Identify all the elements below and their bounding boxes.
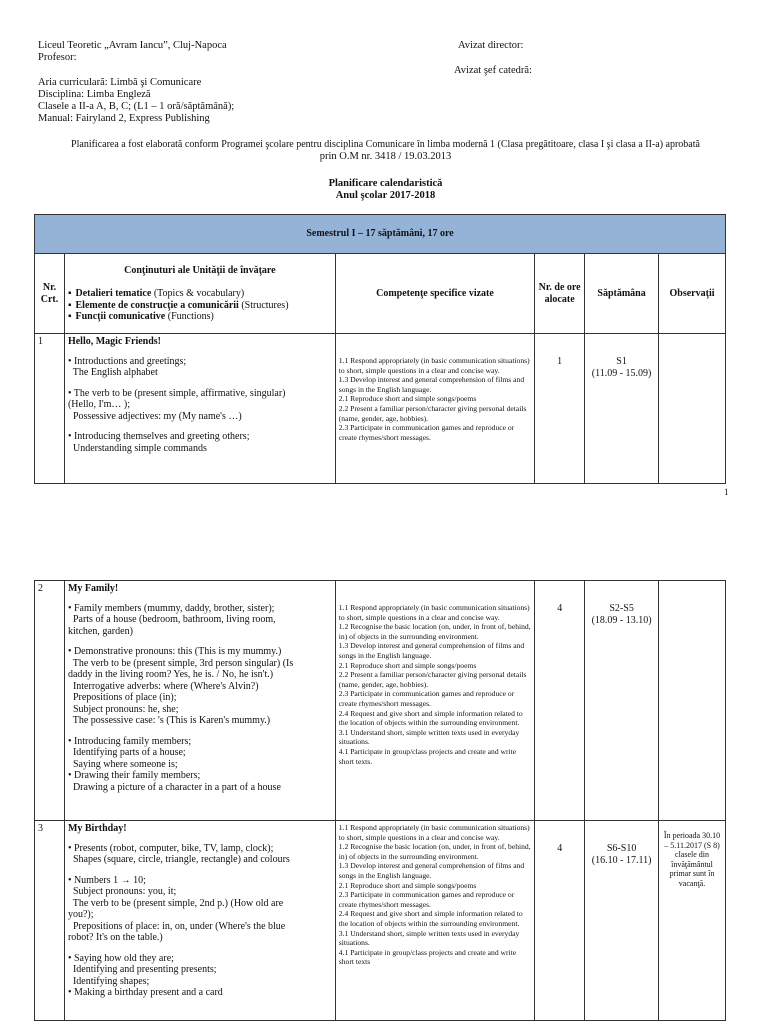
manual: Manual: Fairyland 2, Express Publishing	[38, 113, 210, 124]
row-competences	[335, 334, 534, 484]
competence-item: 1.1 Respond appropriately (in basic communication situations) to short, simple questions in a clear and concise way.	[338, 356, 530, 375]
unit-title: Hello, Magic Friends!	[67, 336, 162, 347]
col-competences-header: Competenţe specifice vizate	[335, 254, 534, 334]
row-observations	[659, 334, 726, 484]
competence-item: 3.1 Understand short, simple written texts used in everyday situations.	[338, 928, 520, 948]
table-row	[35, 581, 726, 821]
head-of-department-approval: Avizat şef catedră:	[454, 65, 532, 76]
competence-item: 1.3 Develop interest and general comprehension of films and songs in the English language.	[338, 375, 525, 394]
content-line: • Presents (robot, computer, bike, TV, lamp, clock);	[67, 842, 274, 854]
competence-item: 2.1 Reproduce short and simple songs/poems	[338, 394, 477, 404]
row-nr: 3	[35, 821, 65, 1021]
row-week	[585, 334, 659, 484]
functions-item: ▪ Funcţii comunicative (Functions)	[78, 311, 332, 323]
content-line: Parts of a house (bedroom, bathroom, living room,	[67, 614, 276, 625]
content-block	[68, 388, 332, 423]
row-week	[585, 581, 659, 821]
content-line: • Introductions and greetings;	[67, 355, 187, 367]
table-row	[35, 821, 726, 1021]
content-line: Interrogative adverbs: where (Where's Alvin?)	[67, 680, 259, 692]
unit-content-blocks	[68, 843, 332, 999]
page-number: 1	[724, 487, 729, 497]
content-line: • The verb to be (present simple, affirmative, singular)	[67, 387, 286, 399]
row-competences	[335, 581, 535, 821]
col-contents-header	[64, 254, 335, 334]
content-line: The verb to be (present simple, 2nd p.) (How old are	[67, 897, 284, 909]
content-block	[68, 843, 332, 866]
row-nr: 2	[35, 581, 65, 821]
content-block	[68, 736, 332, 794]
content-line: Drawing a picture of a character in a part of a house	[67, 781, 281, 793]
content-line: • Drawing their family members;	[67, 770, 201, 781]
structures-item: ▪ Elemente de construcţie a comunicării (Structures)	[78, 300, 332, 312]
curricular-area: Aria curriculară: Limbă şi Comunicare	[38, 77, 202, 88]
content-line: you?);	[67, 909, 94, 920]
planning-table-page-2	[34, 580, 726, 1021]
content-line: Identifying parts of a house;	[67, 747, 186, 758]
unit-content-blocks	[68, 603, 332, 794]
content-block	[68, 953, 332, 999]
semester-band: Semestrul I – 17 săptămâni, 17 ore	[35, 215, 726, 254]
content-line: • Family members (mummy, daddy, brother, sister);	[67, 602, 275, 614]
content-line: • Saying how old they are;	[67, 952, 174, 964]
content-line: The possessive case: 's (This is Karen's mummy.)	[67, 715, 271, 726]
content-block	[68, 875, 332, 944]
content-line: Identifying shapes;	[67, 975, 150, 987]
table-row	[35, 334, 726, 484]
content-line: • Demonstrative pronouns: this (This is my mummy.)	[67, 646, 282, 657]
competence-item: 1.3 Develop interest and general comprehension of films and songs in the English language.	[338, 861, 525, 880]
unit-title: My Birthday!	[67, 823, 127, 834]
week-dates: (11.09 - 15.09)	[591, 367, 652, 379]
subject: Disciplina: Limba Engleză	[38, 89, 151, 100]
week-label: S2-S5	[609, 603, 634, 614]
week-label: S6-S10	[606, 843, 637, 854]
content-block	[68, 646, 332, 727]
content-line: Possessive adjectives: my (My name's …)	[67, 410, 242, 422]
competence-item: 2.4 Request and give short and simple information related to the location of objects within the surrounding environment.	[338, 909, 523, 928]
content-line: daddy in the living room? Yes, he is. / No, he isn't.)	[67, 669, 274, 680]
content-line: • Introducing family members;	[67, 735, 192, 747]
competence-item: 2.1 Reproduce short and simple songs/poems	[338, 880, 477, 890]
competence-item: 2.3 Participate in communication games and reproduce or create rhymes/short messages.	[338, 423, 515, 442]
content-block	[68, 356, 332, 379]
competence-item: 4.1 Participate in group/class projects and create and write short texts	[338, 947, 517, 967]
competence-item: 2.2 Present a familiar person/character giving personal details (name, gender, age, hobbies).	[338, 670, 527, 689]
row-nr: 1	[35, 334, 65, 484]
competence-item: 3.1 Understand short, simple written texts used in everyday situations.	[338, 727, 520, 747]
week-label: S1	[616, 356, 627, 367]
row-hours: 1	[535, 334, 585, 484]
content-line: • Introducing themselves and greeting others;	[67, 431, 250, 442]
content-line: • Numbers 1 → 10;	[67, 874, 146, 886]
competence-item: 1.2 Recognise the basic location (on, under, in front of, behind, in) of objects in the surrounding environment.	[338, 622, 531, 641]
intro-line-1: Planificarea a fost elaborată conform Programei şcolare pentru disciplina Comunicare în limba modernă 1 (Clasa pregătitoare, clasa I şi clasa a II-a) aprobată	[71, 139, 700, 150]
content-line: (Hello, I'm… );	[67, 399, 131, 410]
content-block	[68, 431, 332, 454]
row-contents	[64, 581, 335, 821]
col-obs-header: Observaţii	[659, 254, 726, 334]
competence-item: 2.4 Request and give short and simple information related to the location of objects within the surrounding environment.	[338, 708, 523, 728]
row-contents	[64, 821, 335, 1021]
competence-item: 2.3 Participate in communication games and reproduce or create rhymes/short messages.	[338, 890, 515, 909]
contents-title: Conţinuturi ale Unităţii de învăţare	[124, 264, 276, 276]
content-block	[68, 603, 332, 638]
competence-item: 1.1 Respond appropriately (in basic communication situations) to short, simple questions in a clear and concise way.	[338, 603, 530, 622]
content-line: The verb to be (present simple, 3rd person singular) (Is	[67, 657, 294, 669]
teacher-label: Profesor:	[38, 52, 77, 63]
content-line: The English alphabet	[67, 367, 158, 378]
competence-item: 1.3 Develop interest and general comprehension of films and songs in the English language.	[338, 641, 525, 660]
col-nr-header: Nr. Crt.	[35, 254, 65, 334]
content-line: Shapes (square, circle, triangle, rectangle) and colours	[67, 854, 290, 865]
director-approval: Avizat director:	[458, 40, 524, 51]
content-line: Prepositions of place (in);	[67, 692, 177, 703]
content-line: kitchen, garden)	[67, 625, 133, 637]
content-line: Prepositions of place: in, on, under (Where's the blue	[67, 920, 286, 932]
row-contents	[64, 334, 335, 484]
row-week	[585, 821, 659, 1021]
content-line: Identifying and presenting presents;	[67, 964, 217, 975]
topics-item: ▪ Detalieri tematice (Topics & vocabulary)	[78, 288, 332, 300]
competence-item: 2.1 Reproduce short and simple songs/poems	[338, 660, 477, 670]
document-title: Planificare calendaristică	[328, 178, 443, 189]
competence-item: 1.2 Recognise the basic location (on, under, in front of, behind, in) of objects in the surrounding environment.	[338, 842, 531, 861]
competence-item: 4.1 Participate in group/class projects and create and write short texts.	[338, 746, 517, 766]
unit-content-blocks	[68, 356, 332, 455]
competence-item: 2.2 Present a familiar person/character giving personal details (name, gender, age, hobbies).	[338, 403, 527, 423]
week-dates: (16.10 - 17.11)	[591, 854, 652, 866]
content-line: Subject pronouns: he, she;	[67, 703, 179, 715]
content-line: Understanding simple commands	[67, 442, 207, 454]
content-line: Saying where someone is;	[67, 758, 178, 770]
unit-title: My Family!	[67, 583, 119, 594]
school-year: Anul şcolar 2017-2018	[335, 190, 436, 201]
competence-item: 1.1 Respond appropriately (in basic communication situations) to short, simple questions in a clear and concise way.	[338, 823, 530, 842]
row-observations: În perioada 30.10 – 5.11.2017 (S 8) clasele din învăţământul primar sunt în vacanţă.	[659, 821, 726, 1021]
content-line: • Making a birthday present and a card	[67, 987, 223, 998]
row-observations	[659, 581, 726, 821]
row-hours: 4	[535, 821, 585, 1021]
content-line: robot? It's on the table.)	[67, 932, 163, 943]
col-week-header: Săptămâna	[585, 254, 659, 334]
row-competences	[335, 821, 535, 1021]
content-line: Subject pronouns: you, it;	[67, 886, 177, 897]
school-name: Liceul Teoretic „Avram Iancu”, Cluj-Napoca	[38, 40, 227, 51]
row-hours: 4	[535, 581, 585, 821]
planning-table-page-1	[34, 214, 726, 484]
week-dates: (18.09 - 13.10)	[591, 614, 652, 626]
intro-line-2: prin O.M nr. 3418 / 19.03.2013	[319, 151, 452, 162]
competence-item: 2.3 Participate in communication games and reproduce or create rhymes/short messages.	[338, 689, 515, 708]
classes: Clasele a II-a A, B, C; (L1 – 1 oră/săptămână);	[38, 101, 235, 112]
col-hours-header: Nr. de ore alocate	[535, 254, 585, 334]
